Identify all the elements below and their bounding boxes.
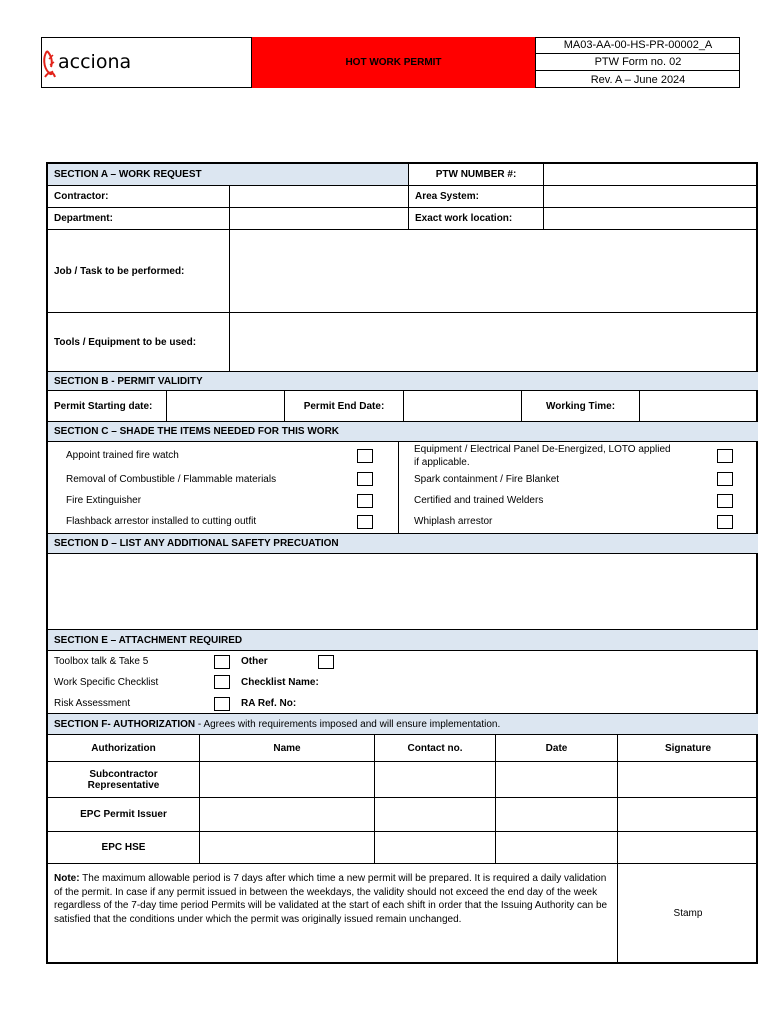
section-f-subtitle: - Agrees with requirements imposed and will ensure implementation. <box>195 718 501 730</box>
hazard-checkbox[interactable] <box>357 494 373 508</box>
hazard-checkbox[interactable] <box>357 515 373 529</box>
section-c-divider <box>398 442 399 534</box>
stamp-box[interactable] <box>618 864 758 962</box>
other-checkbox[interactable] <box>318 655 334 669</box>
hazard-checkbox[interactable] <box>717 515 733 529</box>
hazard-checkbox[interactable] <box>357 472 373 486</box>
contact-field[interactable] <box>375 762 496 798</box>
exact-location-field[interactable] <box>544 208 758 230</box>
other-label: Other <box>241 656 268 667</box>
name-field[interactable] <box>200 762 375 798</box>
hazard-checkbox[interactable] <box>717 494 733 508</box>
exact-location-label: Exact work location: <box>409 208 544 230</box>
ptw-number-label: PTW NUMBER #: <box>409 164 544 186</box>
tools-field[interactable] <box>230 313 758 372</box>
note-text: The maximum allowable period is 7 days after which time a new permit will be prepared. It is required a daily validation of the permit. In case if any permit issued in between the weekdays, the validity should not exceed the end day of the week regardless of the 7-day time period Permits will be validated at the start of each shift in order that the Issuing Authority can be satisfied that the conditions under which the permit was originally issued remain unchanged. <box>54 873 608 925</box>
date-field[interactable] <box>496 798 618 832</box>
start-date-field[interactable] <box>167 391 285 422</box>
contact-field[interactable] <box>375 798 496 832</box>
section-d-title: SECTION D – LIST ANY ADDITIONAL SAFETY PRECUATION <box>48 534 758 554</box>
start-date-label: Permit Starting date: <box>48 391 167 422</box>
contact-field[interactable] <box>375 832 496 864</box>
authorization-row-label: EPC Permit Issuer <box>48 798 200 832</box>
revision: Rev. A – June 2024 <box>590 73 686 86</box>
area-system-label: Area System: <box>409 186 544 208</box>
department-field[interactable] <box>230 208 409 230</box>
department-label: Department: <box>48 208 230 230</box>
working-time-field[interactable] <box>640 391 758 422</box>
end-date-field[interactable] <box>404 391 522 422</box>
section-a-title: SECTION A – WORK REQUEST <box>48 164 409 186</box>
additional-precautions-field[interactable] <box>48 554 758 630</box>
name-field[interactable] <box>200 798 375 832</box>
hazard-item-label: Removal of Combustible / Flammable materials <box>66 474 277 485</box>
job-task-label: Job / Task to be performed: <box>48 230 230 313</box>
hazard-item-label: Whiplash arrestor <box>414 516 493 527</box>
hazard-item-label: Certified and trained Welders <box>414 495 544 506</box>
form-number: PTW Form no. 02 <box>536 54 740 71</box>
attachment-label: Toolbox talk & Take 5 <box>54 656 149 667</box>
column-header: Authorization <box>48 735 200 762</box>
permit-form <box>46 162 758 964</box>
hazard-item-label-cont: if applicable. <box>414 457 470 468</box>
doc-number: MA03-AA-00-HS-PR-00002_A <box>536 37 740 54</box>
permit-title: HOT WORK PERMIT <box>251 37 536 88</box>
working-time-label: Working Time: <box>522 391 640 422</box>
attachment-checkbox[interactable] <box>214 697 230 711</box>
note-block <box>48 864 618 962</box>
name-field[interactable] <box>200 832 375 864</box>
attachment-checkbox[interactable] <box>214 675 230 689</box>
attachment-label: Work Specific Checklist <box>54 677 159 688</box>
ra-ref-label: RA Ref. No: <box>241 698 297 709</box>
section-c-title: SECTION C – SHADE THE ITEMS NEEDED FOR THIS WORK <box>48 422 758 442</box>
authorization-row-label: EPC HSE <box>48 832 200 864</box>
contractor-label: Contractor: <box>48 186 230 208</box>
column-header: Date <box>496 735 618 762</box>
date-field[interactable] <box>496 762 618 798</box>
section-f-title-row <box>48 714 758 735</box>
tools-label: Tools / Equipment to be used: <box>48 313 230 372</box>
stamp-label: Stamp <box>673 907 703 919</box>
signature-field[interactable] <box>618 762 758 798</box>
ptw-number-field[interactable] <box>544 164 758 186</box>
note-label: Note: <box>54 873 80 884</box>
signature-field[interactable] <box>618 798 758 832</box>
authorization-row-label: Subcontractor Representative <box>48 762 200 798</box>
hazard-item-label: Spark containment / Fire Blanket <box>414 474 560 485</box>
hazard-checkbox[interactable] <box>717 449 733 463</box>
end-date-label: Permit End Date: <box>285 391 404 422</box>
column-header: Name <box>200 735 375 762</box>
attachment-checkbox[interactable] <box>214 655 230 669</box>
hazard-item-label: Fire Extinguisher <box>66 495 142 506</box>
attachment-label: Risk Assessment <box>54 698 131 709</box>
hazard-item-label: Flashback arrestor installed to cutting outfit <box>66 516 257 527</box>
logo-wordmark: acciona <box>58 51 132 73</box>
hazard-item-label: Equipment / Electrical Panel De-Energized, LOTO applied <box>414 444 671 455</box>
acciona-logo <box>41 37 251 88</box>
signature-field[interactable] <box>618 832 758 864</box>
checklist-name-label: Checklist Name: <box>241 677 319 688</box>
hazard-checkbox[interactable] <box>357 449 373 463</box>
column-header: Signature <box>618 735 758 762</box>
section-e-title: SECTION E – ATTACHMENT REQUIRED <box>48 630 758 651</box>
column-header: Contact no. <box>375 735 496 762</box>
area-system-field[interactable] <box>544 186 758 208</box>
contractor-field[interactable] <box>230 186 409 208</box>
section-f-title: SECTION F- AUTHORIZATION <box>54 718 196 730</box>
hazard-checkbox[interactable] <box>717 472 733 486</box>
date-field[interactable] <box>496 832 618 864</box>
job-task-field[interactable] <box>230 230 758 313</box>
hazard-item-label: Appoint trained fire watch <box>66 450 179 461</box>
section-b-title: SECTION B - PERMIT VALIDITY <box>48 372 758 391</box>
